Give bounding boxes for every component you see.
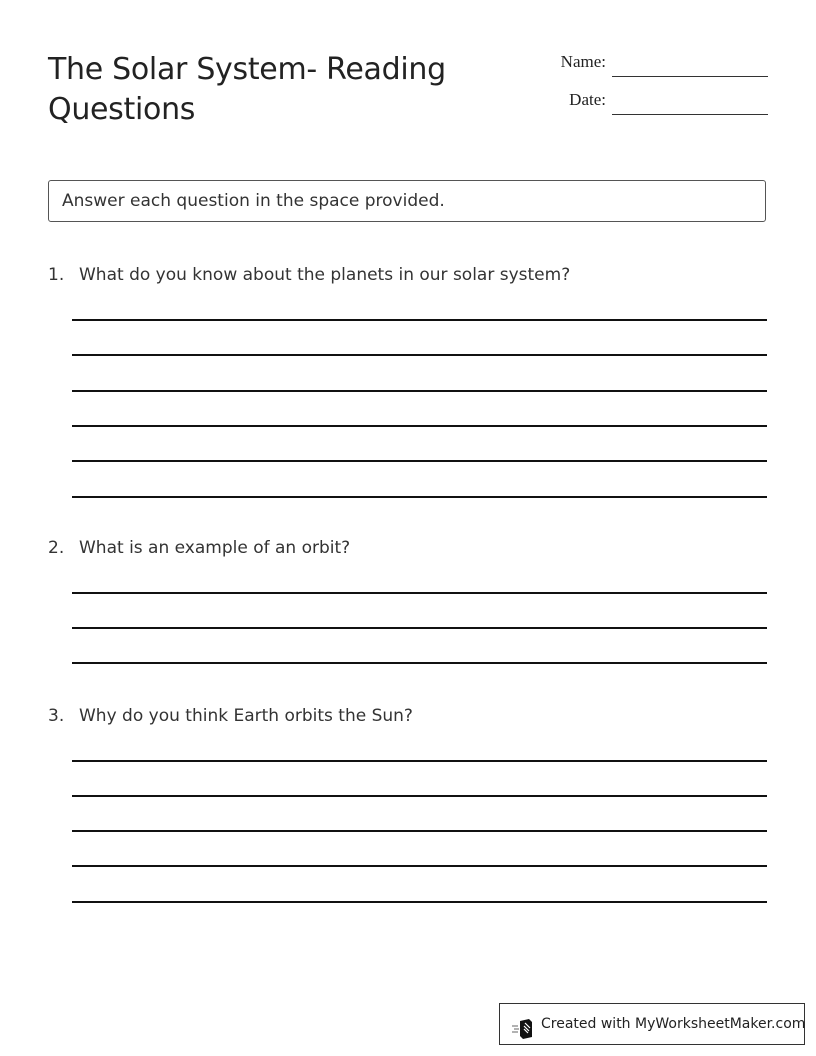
answer-line[interactable] <box>72 662 767 664</box>
answer-line[interactable] <box>72 496 767 498</box>
answer-line[interactable] <box>72 460 767 462</box>
created-with-badge[interactable] <box>499 1003 805 1045</box>
answer-line[interactable] <box>72 319 767 321</box>
question-text: What is an example of an orbit? <box>79 538 351 558</box>
instructions-box: Answer each question in the space provided. <box>48 180 766 222</box>
question-number: 3. <box>48 706 65 726</box>
date-label: Date: <box>569 90 606 109</box>
answer-line[interactable] <box>72 760 767 762</box>
question-number: 2. <box>48 538 65 558</box>
answer-line[interactable] <box>72 354 767 356</box>
date-input-line[interactable] <box>612 114 768 115</box>
name-input-line[interactable] <box>612 76 768 77</box>
question-text: What do you know about the planets in our solar system? <box>79 265 571 285</box>
answer-line[interactable] <box>72 901 767 903</box>
answer-line[interactable] <box>72 592 767 594</box>
question-text: Why do you think Earth orbits the Sun? <box>79 706 413 726</box>
worksheet-maker-logo-icon <box>512 1015 534 1035</box>
date-field[interactable] <box>540 90 768 116</box>
question-number: 1. <box>48 265 65 285</box>
answer-line[interactable] <box>72 830 767 832</box>
page-title: The Solar System- Reading Questions <box>48 52 446 127</box>
answer-line[interactable] <box>72 390 767 392</box>
answer-line[interactable] <box>72 627 767 629</box>
answer-line[interactable] <box>72 425 767 427</box>
credit-text: Created with MyWorksheetMaker.com <box>541 1016 806 1032</box>
answer-line[interactable] <box>72 865 767 867</box>
name-field[interactable] <box>540 52 768 78</box>
answer-line[interactable] <box>72 795 767 797</box>
name-label: Name: <box>560 52 606 71</box>
